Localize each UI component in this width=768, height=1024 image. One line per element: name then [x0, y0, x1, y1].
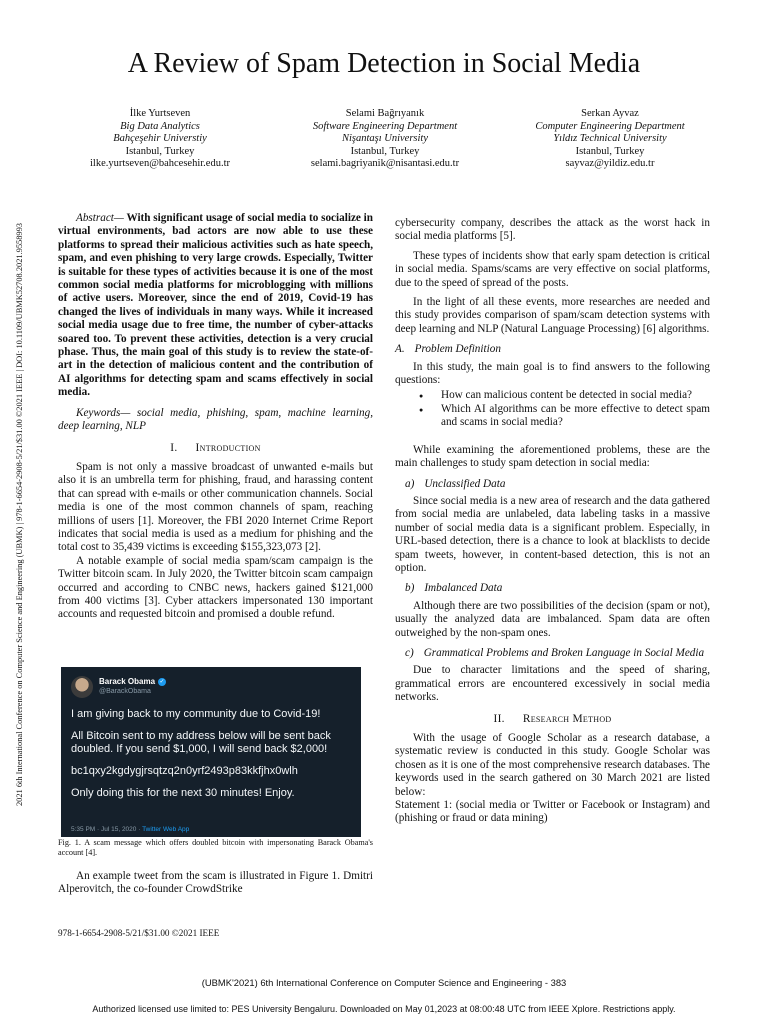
- copyright-id: 978-1-6654-2908-5/21/$31.00 ©2021 IEEE: [58, 928, 220, 938]
- right-paragraph-1: cybersecurity company, describes the attack as the worst hack in social media platforms [5].: [395, 217, 710, 243]
- subsection-number: A.: [395, 343, 405, 356]
- license-notice: Authorized licensed use limited to: PES University Bengaluru. Downloaded on May 01,2023 at 08:00:48 UTC from IEEE Xplore. Restrictions apply.: [92, 1004, 676, 1014]
- subsection-number: a): [405, 477, 415, 490]
- tweet-handle: @BarackObama: [99, 688, 151, 695]
- right-column: [395, 217, 710, 826]
- author-1: [60, 108, 260, 171]
- subsection-heading-c-grammatical: [395, 647, 710, 660]
- right-paragraph-3: In the light of all these events, more researches are needed and this study provides comparison of spam/scam detection systems with deep learning and NLP (Natural Language Processing) [6] algorithms.: [395, 296, 710, 335]
- tweet-display-name: [99, 677, 166, 687]
- paper-title: A Review of Spam Detection in Social Media: [127, 48, 641, 79]
- right-paragraph-7: Statement 1: (social media or Twitter or Facebook or Instagram) and (phishing or fraud or data mining): [395, 799, 710, 825]
- left-column-bottom: [58, 870, 373, 897]
- tweet-timestamp: 5:35 PM · Jul 15, 2020 ·: [71, 826, 143, 833]
- author-name: Serkan Ayvaz: [581, 108, 639, 119]
- spacer: [395, 430, 710, 444]
- author-location: Istanbul, Turkey: [350, 145, 420, 157]
- author-email[interactable]: ilke.yurtseven@bahcesehir.edu.tr: [90, 158, 230, 169]
- conference-footer: (UBMK'2021) 6th International Conference on Computer Science and Engineering - 383: [201, 977, 567, 988]
- subsection-text: Due to character limitations and the speed of sharing, grammatical errors are encountered excessively in social media networks.: [395, 664, 710, 704]
- tweet-app: Twitter Web App: [142, 826, 190, 833]
- avatar: [71, 676, 93, 698]
- author-dept: Computer Engineering Department: [535, 120, 685, 132]
- left-column: [58, 212, 373, 622]
- list-item: ● Which AI algorithms can be more effective to detect spam and scams in social media?: [441, 403, 710, 430]
- intro-paragraph-1: Spam is not only a massive broadcast of unwanted e-mails but also it is an umbrella term for phishing, fraud, and harassing content that can spread with e-mails or other communication channels. Social media is one of the most common channels of spam, reaching millions of users [1]. Moreover, the FBI 2020 Internet Crime Report indicates that social media is used as a medium for phishing and the total cost to 35,439 victims is exceeding $155,323,073 [2].: [58, 460, 373, 554]
- intro-paragraph-3: An example tweet from the scam is illustrated in Figure 1. Dmitri Alperovitch, the co-founder CrowdStrike: [58, 870, 373, 896]
- tweet-header: [71, 676, 351, 698]
- section-heading-introduction: [58, 442, 373, 455]
- tweet-meta: [71, 826, 189, 833]
- question-list: [395, 389, 710, 429]
- tweet-bitcoin-address: bc1qxy2kgdygjrsqtzq2n0yrf2493p83kkfjhx0wlh: [71, 765, 298, 777]
- subsection-title: Grammatical Problems and Broken Language in Social Media: [423, 646, 705, 659]
- section-number: II.: [493, 712, 505, 725]
- subsection-text: Since social media is a new area of research and the data gathered from social media are unlabeled, data labeling tasks in a massive number of social media data is a significant problem. Especially, in URL-based detection, there is a chance to look at blacklists to decide spam tweets, however, in content-based detection, this is not an option.: [395, 494, 710, 574]
- keywords: [58, 407, 373, 434]
- tweet-name-text: Barack Obama: [99, 677, 156, 686]
- subsection-number: b): [405, 582, 415, 595]
- author-2: [285, 108, 485, 171]
- section-number: I.: [170, 441, 178, 454]
- tweet-line-4: Only doing this for the next 30 minutes! Enjoy.: [71, 787, 295, 799]
- author-3: [510, 108, 710, 171]
- tweet-line-2a: All Bitcoin sent to my address below will be sent back: [71, 730, 331, 742]
- subsection-text: Although there are two possibilities of the decision (spam or not), usually the analyzed data are imbalanced. Spam data are often outweighed by the non-spam ones.: [395, 599, 710, 639]
- subsection-heading-b-imbalanced: [395, 582, 710, 595]
- side-citation-text: 2021 6th International Conference on Computer Science and Engineering (UBMK) | 978-1-6654-2908-5/21/$31.00 ©2021 IEEE | DOI: 10.1109/UBMK52708.2021.9558993: [14, 223, 24, 806]
- author-email[interactable]: selami.bagriyanik@nisantasi.edu.tr: [310, 158, 460, 169]
- figure-1-caption: Fig. 1. A scam message which offers doubled bitcoin with impersonating Barack Obama's account [4].: [58, 838, 373, 857]
- keywords-text: social media, phishing, spam, machine learning, deep learning, NLP: [58, 406, 373, 433]
- author-location: Istanbul, Turkey: [575, 145, 645, 157]
- author-name: Selami Bağrıyanık: [345, 108, 425, 119]
- figure-1-tweet-image: [61, 667, 361, 837]
- section-title: Research Method: [522, 712, 612, 725]
- right-paragraph-2: These types of incidents show that early spam detection is critical in social media. Spams/scams are very effective on social platforms, due to the speed of spread of the posts.: [395, 249, 710, 289]
- subsection-heading-a: [395, 343, 710, 356]
- author-name: İlke Yurtseven: [129, 108, 191, 119]
- section-title: Introduction: [195, 441, 261, 454]
- subsection-title: Imbalanced Data: [424, 582, 503, 595]
- verified-badge-icon: ✓: [159, 679, 165, 685]
- tweet-line-2b: doubled. If you send $1,000, I will send back $2,000!: [71, 743, 328, 755]
- tweet-line-1: I am giving back to my community due to Covid-19!: [71, 708, 321, 720]
- tweet-user: [99, 677, 166, 697]
- abstract: [58, 212, 373, 400]
- author-dept: Software Engineering Department: [312, 120, 458, 132]
- subsection-heading-a-unclassified: [395, 478, 710, 491]
- author-email[interactable]: sayvaz@yildiz.edu.tr: [565, 158, 655, 169]
- keywords-label: Keywords—: [76, 406, 131, 419]
- side-margin-citation: [12, 172, 26, 857]
- author-location: Istanbul, Turkey: [125, 145, 195, 157]
- author-org: Nişantaşı University: [341, 133, 429, 144]
- author-org: Yıldız Technical University: [553, 133, 667, 144]
- list-item: ● How can malicious content be detected in social media?: [441, 389, 710, 402]
- right-paragraph-5: While examining the aforementioned problems, these are the main challenges to study spam detection in social media:: [395, 443, 710, 470]
- author-org: Bahçeşehir Universtiy: [113, 133, 207, 144]
- right-paragraph-6: With the usage of Google Scholar as a research database, a systematic review is conducted in this study. Google Scholar was chosen as it is one of the most comprehensive research databases. The keywords used in the search gathered on 30 March 2021 are listed below:: [395, 732, 710, 798]
- author-dept: Big Data Analytics: [120, 120, 200, 132]
- abstract-text: With significant usage of social media to socialize in virtual environments, bad actors are now able to use these platforms to spread their malicious activities such as hate speech, spam, and even phishing to very large crowds. Especially, Twitter is suitable for these types of activities because it is one of the most common social media platforms for microblogging with millions of active users. Moreover, since the end of 2019, Covid-19 has changed the lives of individuals in many ways. While it increased social media usage due to free time, the number of cyber-attacks soared too. To prevent these activities, detection is a very crucial phase. Thus, the main goal of this study is to review the state-of-art in the detection of malicious content and the contribution of AI algorithms for detecting spam and scams effectively in social media.: [58, 212, 374, 399]
- abstract-label: Abstract—: [76, 212, 124, 224]
- intro-paragraph-2: A notable example of social media spam/scam campaign is the Twitter bitcoin scam. In July 2020, the Twitter bitcoin scam campaign occurred and according to CNBC news, hackers gained $121,000 from 400 victims [3]. Cyber attackers impersonated 130 important accounts and requested bitcoin and promised a double refund.: [58, 554, 373, 621]
- author-block: [60, 108, 710, 171]
- subsection-title: Unclassified Data: [424, 477, 506, 490]
- subsection-title: Problem Definition: [414, 343, 501, 356]
- right-paragraph-4: In this study, the main goal is to find answers to the following questions:: [395, 360, 710, 387]
- subsection-number: c): [405, 646, 414, 659]
- section-heading-research-method: [395, 713, 710, 726]
